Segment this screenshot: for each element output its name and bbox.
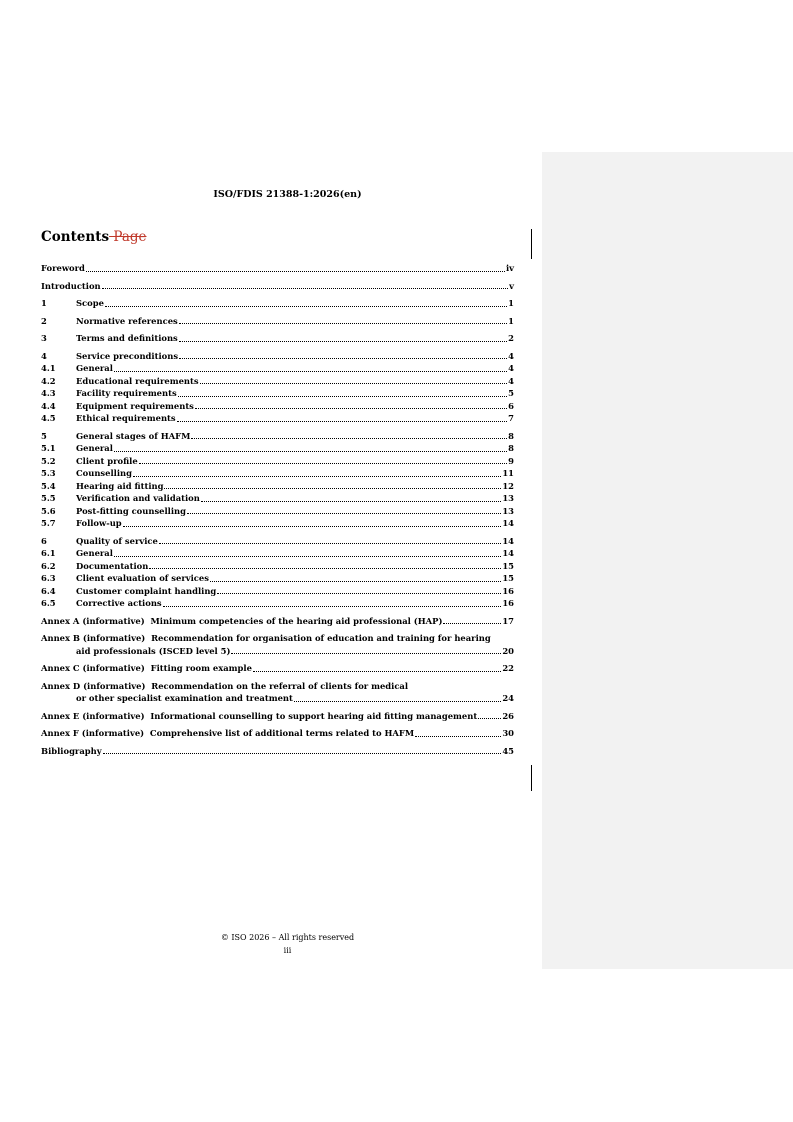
toc-entry-title: Post-fitting counselling bbox=[76, 505, 186, 516]
toc-entry-4-2[interactable] bbox=[41, 375, 514, 388]
toc-entry-page: 2 bbox=[508, 333, 514, 343]
toc-entry-page: 17 bbox=[502, 615, 514, 626]
toc-entry-number: 6.4 bbox=[41, 585, 56, 596]
toc-entry-title: Facility requirements bbox=[76, 388, 177, 398]
comment-pane bbox=[542, 152, 793, 969]
toc-entry-title: General stages of HAFM bbox=[76, 430, 191, 441]
toc-entry-5-4[interactable] bbox=[41, 480, 514, 493]
toc-entry-page: 11 bbox=[502, 468, 514, 478]
toc-entry-title: Customer complaint handling bbox=[76, 585, 217, 596]
toc-entry-page: 16 bbox=[502, 585, 514, 596]
toc-entry-title: Equipment requirements bbox=[76, 400, 194, 411]
toc-entry-number: 6.3 bbox=[41, 573, 56, 583]
toc-entry-annex-c[interactable] bbox=[41, 662, 514, 675]
toc-entry-annex-f[interactable] bbox=[41, 727, 514, 740]
footer-copyright: © ISO 2026 – All rights reserved bbox=[220, 933, 355, 942]
toc-entry-page: 4 bbox=[508, 350, 514, 361]
toc-entry-number: 3 bbox=[41, 333, 47, 343]
toc-entry-title-continued: aid professionals (ISCED level 5) bbox=[76, 645, 231, 656]
toc-entry-annex-e[interactable] bbox=[41, 710, 514, 723]
toc-entry-title: Annex A (informative) Minimum competencies of the hearing aid professional (HAP) bbox=[41, 615, 443, 626]
toc-entry-number: 5.4 bbox=[41, 480, 56, 491]
toc-entry-number: 5.5 bbox=[41, 493, 56, 503]
toc-entry-number: 6.1 bbox=[41, 548, 56, 558]
toc-entry-title: Terms and definitions bbox=[76, 333, 178, 343]
toc-entry-6-3[interactable] bbox=[41, 572, 514, 585]
toc-entry-quality-of-service[interactable] bbox=[41, 535, 514, 548]
toc-entry-title: Foreword bbox=[41, 263, 85, 273]
toc-entry-terms-and-definitions[interactable] bbox=[41, 332, 514, 345]
change-bar-bottom bbox=[531, 765, 532, 791]
footer-page-number: iii bbox=[283, 946, 292, 955]
toc-entry-page: 30 bbox=[502, 728, 514, 738]
toc-entry-page: 14 bbox=[502, 548, 514, 558]
toc-entry-4-3[interactable] bbox=[41, 387, 514, 400]
change-bar-top bbox=[531, 229, 532, 259]
toc-entry-page: 20 bbox=[502, 645, 514, 656]
toc-entry-page: 5 bbox=[508, 388, 514, 398]
toc-entry-title: Annex D (informative) Recommendation on the referral of clients for medical bbox=[41, 680, 409, 691]
toc-entry-title: Annex B (informative) Recommendation for organisation of education and training for hearing bbox=[41, 633, 491, 643]
toc-entry-page: 24 bbox=[502, 693, 514, 703]
toc-entry-number: 4.5 bbox=[41, 413, 56, 423]
toc-entry-page: 45 bbox=[502, 745, 514, 756]
toc-entry-page: 12 bbox=[502, 480, 514, 491]
toc-entry-title: Educational requirements bbox=[76, 375, 199, 386]
toc-entry-page: iv bbox=[505, 263, 514, 273]
deleted-page-label: Page bbox=[109, 229, 147, 245]
toc-entry-number: 6.2 bbox=[41, 560, 56, 571]
toc-entry-number: 4.1 bbox=[41, 363, 56, 373]
toc-entry-4-5[interactable] bbox=[41, 412, 514, 425]
toc-entry-page: v bbox=[509, 280, 514, 291]
contents-heading bbox=[41, 229, 147, 245]
toc-entry-page: 1 bbox=[508, 298, 514, 308]
toc-entry-page: 16 bbox=[502, 598, 514, 608]
toc-entry-5-6[interactable] bbox=[41, 505, 514, 518]
table-of-contents bbox=[41, 262, 514, 757]
toc-entry-service-preconditions[interactable] bbox=[41, 350, 514, 363]
toc-entry-title: General bbox=[76, 443, 113, 453]
toc-entry-5-7[interactable] bbox=[41, 517, 514, 530]
toc-entry-title: Hearing aid fitting bbox=[76, 480, 164, 491]
toc-entry-title: Introduction bbox=[41, 280, 101, 291]
toc-entry-title: Annex E (informative) Informational counselling to support hearing aid fitting management bbox=[41, 710, 478, 721]
toc-entry-5-3[interactable] bbox=[41, 467, 514, 480]
toc-entry-title: Counselling bbox=[76, 468, 132, 478]
toc-entry-title: Service preconditions bbox=[76, 350, 179, 361]
toc-entry-page: 9 bbox=[508, 455, 514, 466]
toc-entry-page: 8 bbox=[508, 430, 514, 441]
toc-entry-annex-a[interactable] bbox=[41, 615, 514, 628]
toc-entry-annex-d[interactable] bbox=[41, 680, 514, 705]
toc-entry-annex-b[interactable] bbox=[41, 632, 514, 657]
toc-entry-number: 2 bbox=[41, 315, 47, 326]
toc-entry-5-1[interactable] bbox=[41, 442, 514, 455]
toc-entry-number: 4.2 bbox=[41, 375, 56, 386]
toc-entry-title: Documentation bbox=[76, 560, 149, 571]
toc-entry-6-2[interactable] bbox=[41, 560, 514, 573]
toc-entry-6-1[interactable] bbox=[41, 547, 514, 560]
toc-entry-number: 1 bbox=[41, 298, 47, 308]
toc-entry-4-4[interactable] bbox=[41, 400, 514, 413]
toc-entry-page: 26 bbox=[502, 710, 514, 721]
contents-title: Contents bbox=[41, 229, 110, 245]
document-id-header: ISO/FDIS 21388-1:2026(en) bbox=[213, 189, 362, 200]
toc-entry-4-1[interactable] bbox=[41, 362, 514, 375]
toc-entry-page: 7 bbox=[508, 413, 514, 423]
toc-entry-page: 14 bbox=[502, 518, 514, 528]
toc-entry-6-4[interactable] bbox=[41, 585, 514, 598]
toc-entry-title: General bbox=[76, 363, 113, 373]
toc-entry-5-5[interactable] bbox=[41, 492, 514, 505]
toc-entry-number: 4 bbox=[41, 350, 47, 361]
toc-entry-page: 13 bbox=[502, 505, 514, 516]
toc-entry-title: Client evaluation of services bbox=[76, 573, 209, 583]
toc-entry-title: Client profile bbox=[76, 455, 138, 466]
toc-entry-title: Bibliography bbox=[41, 745, 102, 756]
toc-entry-page: 6 bbox=[508, 400, 514, 411]
toc-entry-title: Corrective actions bbox=[76, 598, 162, 608]
toc-entry-number: 5.2 bbox=[41, 455, 56, 466]
toc-entry-page: 8 bbox=[508, 443, 514, 453]
toc-entry-normative-references[interactable] bbox=[41, 315, 514, 328]
toc-entry-number: 6 bbox=[41, 535, 47, 546]
toc-entry-title: Verification and validation bbox=[76, 493, 200, 503]
toc-entry-number: 6.5 bbox=[41, 598, 56, 608]
toc-entry-title: Scope bbox=[76, 298, 104, 308]
toc-entry-title: Ethical requirements bbox=[76, 413, 176, 423]
toc-entry-page: 4 bbox=[508, 375, 514, 386]
toc-entry-number: 5 bbox=[41, 430, 47, 441]
toc-entry-page: 22 bbox=[502, 663, 514, 673]
toc-entry-bibliography[interactable] bbox=[41, 745, 514, 758]
toc-entry-title: Normative references bbox=[76, 315, 178, 326]
toc-entry-number: 4.3 bbox=[41, 388, 56, 398]
toc-entry-page: 14 bbox=[502, 535, 514, 546]
toc-entry-title-continued: or other specialist examination and treatment bbox=[76, 693, 293, 703]
toc-entry-6-5[interactable] bbox=[41, 597, 514, 610]
toc-entry-title: Follow-up bbox=[76, 518, 122, 528]
toc-entry-page: 13 bbox=[502, 493, 514, 503]
toc-entry-page: 1 bbox=[508, 315, 514, 326]
toc-entry-page: 15 bbox=[502, 560, 514, 571]
toc-entry-introduction[interactable] bbox=[41, 280, 514, 293]
toc-entry-scope[interactable] bbox=[41, 297, 514, 310]
toc-entry-general-stages-of-hafm[interactable] bbox=[41, 430, 514, 443]
toc-entry-page: 4 bbox=[508, 363, 514, 373]
toc-entry-title: Quality of service bbox=[76, 535, 158, 546]
toc-entry-number: 5.7 bbox=[41, 518, 56, 528]
toc-entry-page: 15 bbox=[502, 573, 514, 583]
toc-entry-foreword[interactable] bbox=[41, 262, 514, 275]
toc-entry-5-2[interactable] bbox=[41, 455, 514, 468]
toc-entry-title: General bbox=[76, 548, 113, 558]
toc-entry-number: 5.1 bbox=[41, 443, 56, 453]
toc-entry-title: Annex C (informative) Fitting room example bbox=[41, 663, 252, 673]
toc-entry-number: 5.6 bbox=[41, 505, 56, 516]
toc-entry-number: 4.4 bbox=[41, 400, 56, 411]
toc-entry-title: Annex F (informative) Comprehensive list of additional terms related to HAFM bbox=[41, 728, 415, 738]
toc-entry-number: 5.3 bbox=[41, 468, 56, 478]
